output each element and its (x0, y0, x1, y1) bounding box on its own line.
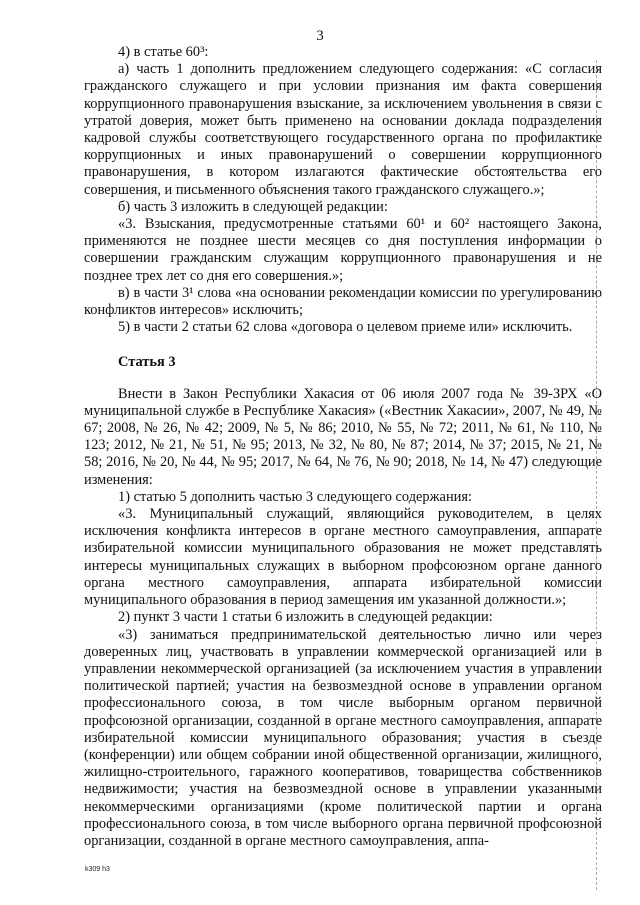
paragraph-article-5-intro: 1) статью 5 дополнить частью 3 следующего содержания: (118, 488, 472, 505)
paragraph-part-3-text: «3. Взыскания, предусмотренные статьями 60¹ и 60² настоящего Закона, применяются не позднее шести месяцев со дня поступления информации о совершении гражданским служащим коррупционного правонарушения и не позднее трех лет со дня его совершения.»; (84, 216, 602, 284)
paragraph-article-62: 5) в части 2 статьи 62 слова «договора о целевом приеме или» исключить. (118, 319, 573, 336)
page-number: 3 (316, 28, 324, 44)
paragraph-part-1-amendment: а) часть 1 дополнить предложением следующего содержания: «С согласия гражданского служащего и при условии признания им факта совершения коррупционного правонарушения взыскание, за исключением увольнения в связи с утратой доверия, может быть применено на основании доклада подразделения кадровой службы соответствующего государственного органа по профилактике коррупционных и иных правонарушений о совершении коррупционного правонарушения, в котором излагаются фактические обстоятельства его совершения, и письменного объяснения такого гражданского служащего.»; (84, 61, 602, 198)
paragraph-article-6-text: «3) заниматься предпринимательской деятельностью лично или через доверенных лиц, участвовать в управлении коммерческой организацией или в управлении некоммерческой организацией (за исключением участия в управлении политической партией; участия на безвозмездной основе в управлении органом профессионального союза, в том числе выборным органом первичной профсоюзной организации, созданной в органе местного самоуправления, аппарате избирательной комиссии муниципального образования; участия в съезде (конференции) или общем собрании иной общественной организации, жилищного, жилищно-строительного, гаражного кооперативов, товарищества собственников недвижимости; участия на безвозмездной основе в управлении указанными некоммерческими организациями (кроме политической партии и органа профессионального союза, в том числе выборного органа первичной профсоюзной организации, созданной в органе местного самоуправления, аппа- (84, 626, 602, 849)
document-code: k309 h3 (85, 866, 110, 873)
paragraph-article-60-3: 4) в статье 60³: (118, 44, 209, 60)
paragraph-part-3-intro: б) часть 3 изложить в следующей редакции: (118, 198, 388, 215)
article-heading: Статья 3 (118, 354, 176, 371)
paragraph-law-intro: Внести в Закон Республики Хакасия от 06 июля 2007 года № 39-ЗРХ «О муниципальной службе в Республике Хакасия» («Вестник Хакасии», 2007, № 49, № 67; 2008, № 26, № 42; 2009, № 5, № 86; 2010, № 55, № 72; 2011, № 61, № 110, № 123; 2012, № 21, № 51, № 95; 2013, № 32, № 80, № 87; 2014, № 37; 2015, № 21, № 58; 2016, № 20, № 44, № 95; 2017, № 64, № 76, № 90; 2018, № 14, № 47) следующие изменения: (84, 385, 602, 488)
paragraph-part-3-1: в) в части 3¹ слова «на основании рекомендации комиссии по урегулированию конфликтов интересов» исключить; (84, 284, 602, 319)
document-body (84, 44, 602, 850)
paragraph-article-5-text: «3. Муниципальный служащий, являющийся руководителем, в целях исключения конфликта интересов в органе местного самоуправления, аппарате избирательной комиссии муниципального образования не может представлять интересы муниципальных служащих в выборном профсоюзном органе данного органа местного самоуправления, аппарата избирательной комиссии муниципального образования в период замещения им указанной должности.»; (84, 506, 602, 609)
paragraph-article-6-intro: 2) пункт 3 части 1 статьи 6 изложить в следующей редакции: (118, 609, 493, 626)
